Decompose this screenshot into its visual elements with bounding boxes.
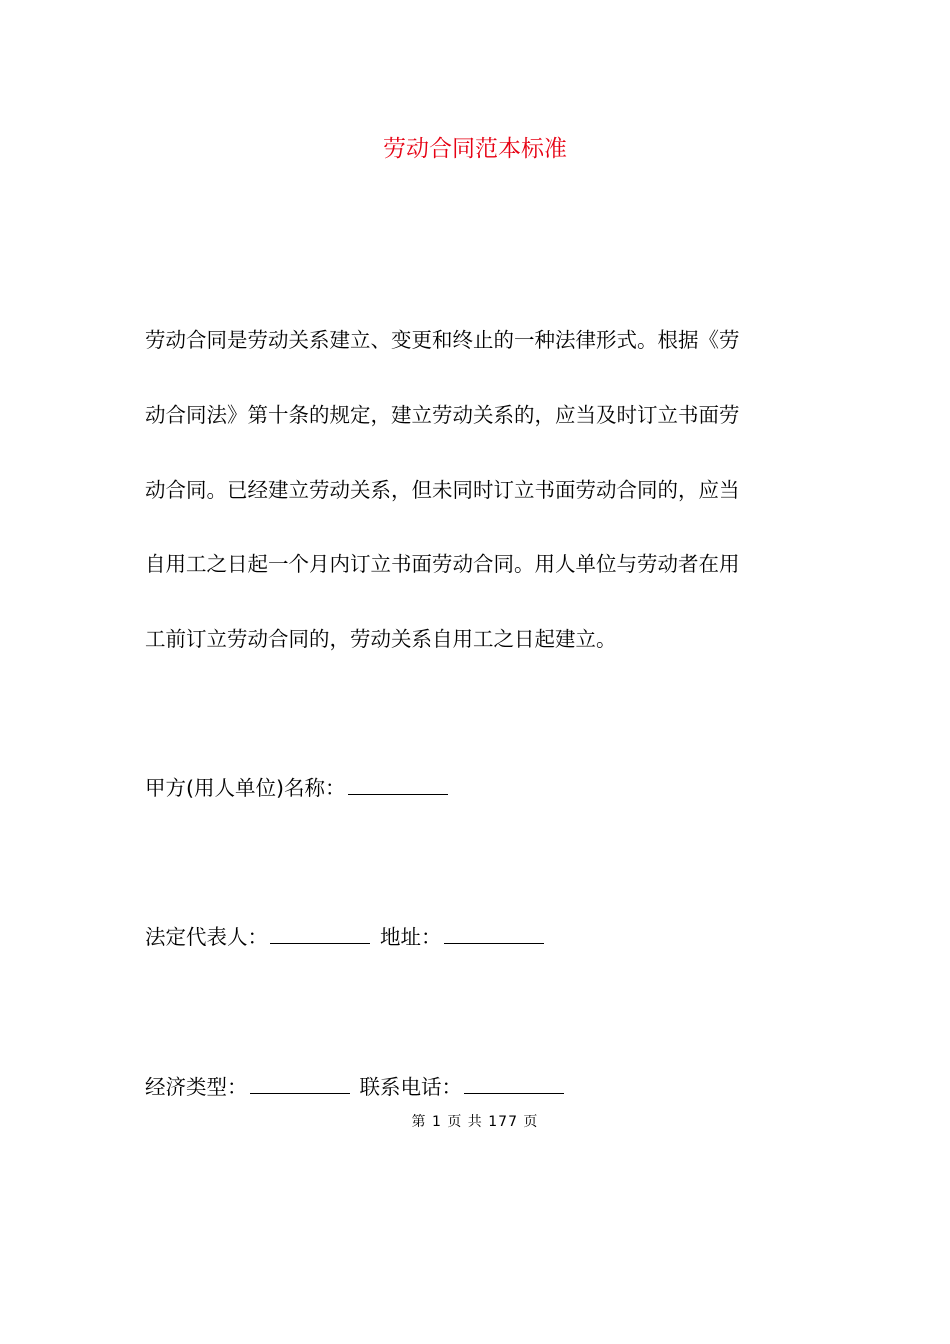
paragraph-line-4: 自用工之日起一个月内订立书面劳动合同。用人单位与劳动者在用 — [145, 552, 740, 576]
party-a-name-label: 甲方(用人单位)名称： — [145, 776, 346, 800]
phone-blank — [464, 1073, 564, 1094]
paragraph-line-1: 劳动合同是劳动关系建立、变更和终止的一种法律形式。根据《劳 — [145, 328, 740, 352]
address-label: 地址： — [380, 925, 442, 949]
economic-type-label: 经济类型： — [145, 1075, 248, 1099]
party-a-name-blank — [348, 774, 448, 795]
party-a-name-row — [145, 774, 448, 802]
paragraph-line-2: 动合同法》第十条的规定，建立劳动关系的，应当及时订立书面劳 — [145, 403, 740, 427]
economic-type-blank — [250, 1073, 350, 1094]
legal-rep-address-row — [145, 923, 544, 951]
phone-label: 联系电话： — [359, 1075, 462, 1099]
page-footer: 第 1 页 共 177 页 — [411, 1114, 539, 1130]
address-blank — [444, 923, 544, 944]
economic-type-phone-row — [145, 1073, 564, 1101]
paragraph-line-5: 工前订立劳动合同的，劳动关系自用工之日起建立。 — [145, 627, 617, 651]
legal-rep-blank — [270, 923, 370, 944]
paragraph-line-3: 动合同。已经建立劳动关系，但未同时订立书面劳动合同的，应当 — [145, 478, 740, 502]
document-title: 劳动合同范本标准 — [383, 136, 567, 162]
legal-rep-label: 法定代表人： — [145, 925, 268, 949]
